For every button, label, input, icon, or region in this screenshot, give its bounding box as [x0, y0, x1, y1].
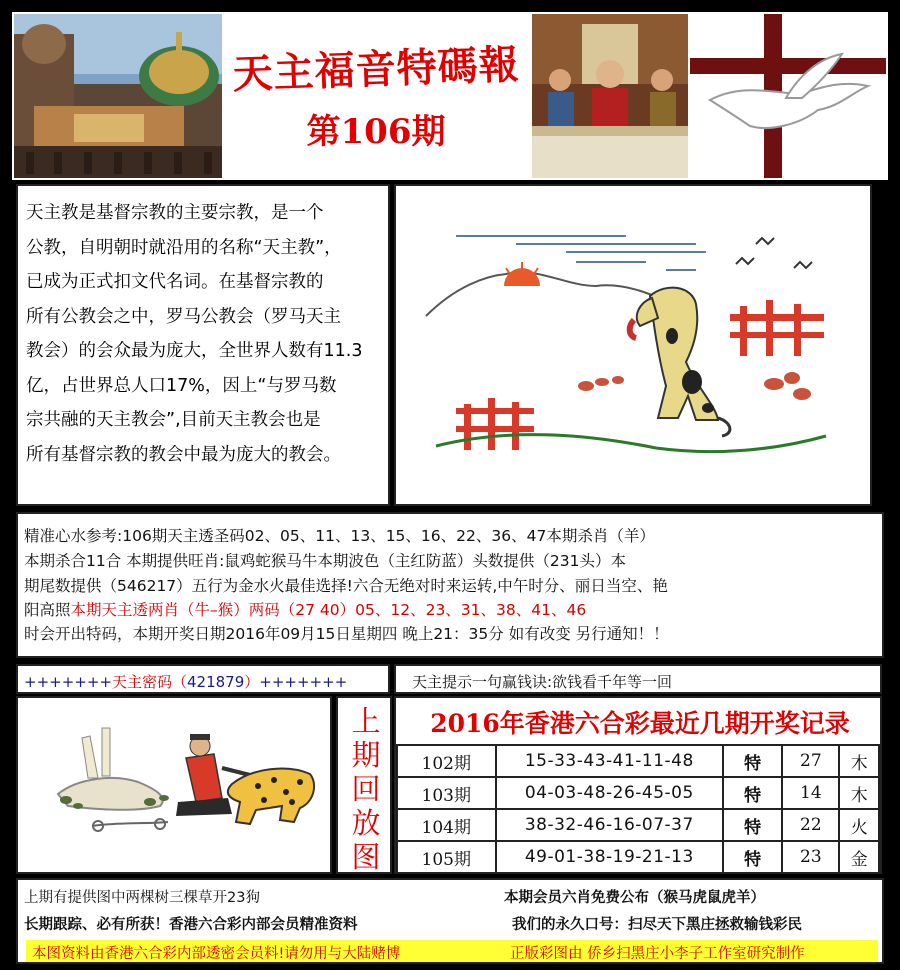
review-label-char: 回 [351, 772, 381, 806]
tips-line-5: 时会开出特码，本期开奖日期2016年09月15日星期四 晚上21：35分 如有改变 另行通知！！ [24, 625, 669, 643]
church-image [14, 14, 222, 178]
tips-panel [16, 512, 884, 658]
review-label-char: 图 [351, 840, 381, 874]
records-title: 2016年香港六合彩最近几期开奖记录 [430, 709, 850, 738]
footer-line-1: 上期有提供图中两棵树三棵草开23狗 [24, 890, 260, 906]
records-panel [394, 696, 882, 874]
tips-line-2: 本期杀合11合 本期提供旺肖:鼠鸡蛇猴马牛本期波色（主红防蓝）头数提供（231头）本 [24, 552, 626, 570]
intro-line: 教会）的会众最为庞大，全世界人数有11.3 [26, 341, 363, 361]
review-label-char: 放 [351, 806, 381, 840]
last-supper-image [532, 14, 688, 178]
record-period: 102期 [397, 745, 496, 777]
intro-line: 已成为正式扣文代名词。在基督宗教的 [26, 272, 324, 292]
record-element: 火 [839, 809, 879, 841]
secret-plus-left: +++++++ [24, 673, 112, 691]
review-label-char: 期 [351, 738, 381, 772]
intro-line: 天主教是基督宗教的主要宗教，是一个 [26, 203, 324, 223]
intro-line: 所有基督宗教的教会中最为庞大的教会。 [26, 444, 341, 465]
tips-line-3: 期尾数提供（546217）五行为金水火最佳选择!六合无绝对时来运转,中午时分、丽日当空、艳 [24, 577, 668, 595]
record-element: 木 [839, 745, 879, 777]
intro-line: 公教，自明朝时就沿用的名称“天主教”， [26, 237, 342, 258]
record-numbers: 15-33-43-41-11-48 [496, 745, 724, 777]
secret-plus-right: +++++++ [259, 673, 348, 691]
tips-line-4 [24, 598, 586, 620]
review-label-text [338, 704, 394, 874]
record-numbers: 04-03-48-26-45-05 [496, 777, 724, 809]
record-special-label: 特 [723, 777, 782, 809]
hint-bar [394, 664, 882, 694]
tips-line-4-prefix: 阳高照 [24, 601, 71, 619]
secret-code-bar [16, 664, 390, 694]
record-row [397, 809, 879, 841]
record-period: 105期 [397, 841, 496, 873]
records-table [396, 744, 880, 874]
footer-line-4: 我们的永久口号：扫尽天下黑庄拯救输钱彩民 [512, 917, 802, 933]
record-special-label: 特 [723, 841, 782, 873]
footer-panel [16, 878, 884, 964]
footer-line-3: 长期跟踪、必有所获！香港六合彩内部会员精准资料 [24, 917, 358, 933]
secret-code [24, 671, 347, 692]
record-numbers: 49-01-38-19-21-13 [496, 841, 724, 873]
tips-line-4-highlight: 本期天主透两肖（牛–猴）两码（27 40）05、12、23、31、38、41、46 [70, 601, 587, 619]
record-period: 103期 [397, 777, 496, 809]
record-special-number: 14 [782, 777, 839, 809]
footer-line-5: 本图资料由香港六合彩内部透密会员料!请勿用与大陆赌博 [32, 946, 401, 962]
intro-text [26, 196, 386, 472]
record-row [397, 841, 879, 873]
review-cartoon [16, 696, 332, 874]
page-title: 天主福音特碼報 [231, 41, 521, 98]
intro-line: 亿，占世界总人口17%，因上“与罗马数 [26, 375, 337, 396]
hint-text: 天主提示一句赢钱诀:欲钱看千年等一回 [412, 673, 673, 691]
record-row [397, 745, 879, 777]
secret-close: ） [244, 673, 260, 691]
record-element: 木 [839, 777, 879, 809]
secret-label: 天主密码（ [111, 673, 187, 691]
footer-line-6: 正版彩图由 侨乡扫黑庄小李子工作室研究制作 [510, 946, 805, 962]
cross-dove-image [690, 14, 886, 178]
tips-line-1: 精准心水参考:106期天主透圣码02、05、11、13、15、16、22、36、47本期杀肖（羊） [24, 527, 655, 545]
record-row [397, 777, 879, 809]
record-period: 104期 [397, 809, 496, 841]
dog-illustration [394, 184, 872, 506]
record-numbers: 38-32-46-16-07-37 [496, 809, 724, 841]
review-label [336, 696, 392, 874]
intro-line: 所有公教会之中，罗马公教会（罗马天主 [26, 306, 341, 327]
secret-code-value: 421879 [187, 673, 245, 691]
intro-line: 宗共融的天主教会”,目前天主教会也是 [26, 410, 321, 430]
review-label-char: 上 [351, 704, 381, 738]
issue-number: 第106期 [306, 112, 446, 152]
footer-line-2: 本期会员六肖免费公布（猴马虎鼠虎羊） [504, 890, 765, 906]
record-special-number: 27 [782, 745, 839, 777]
record-element: 金 [839, 841, 879, 873]
intro-panel [16, 184, 390, 506]
title-box [224, 14, 528, 178]
record-special-label: 特 [723, 809, 782, 841]
record-special-number: 22 [782, 809, 839, 841]
record-special-label: 特 [723, 745, 782, 777]
record-special-number: 23 [782, 841, 839, 873]
